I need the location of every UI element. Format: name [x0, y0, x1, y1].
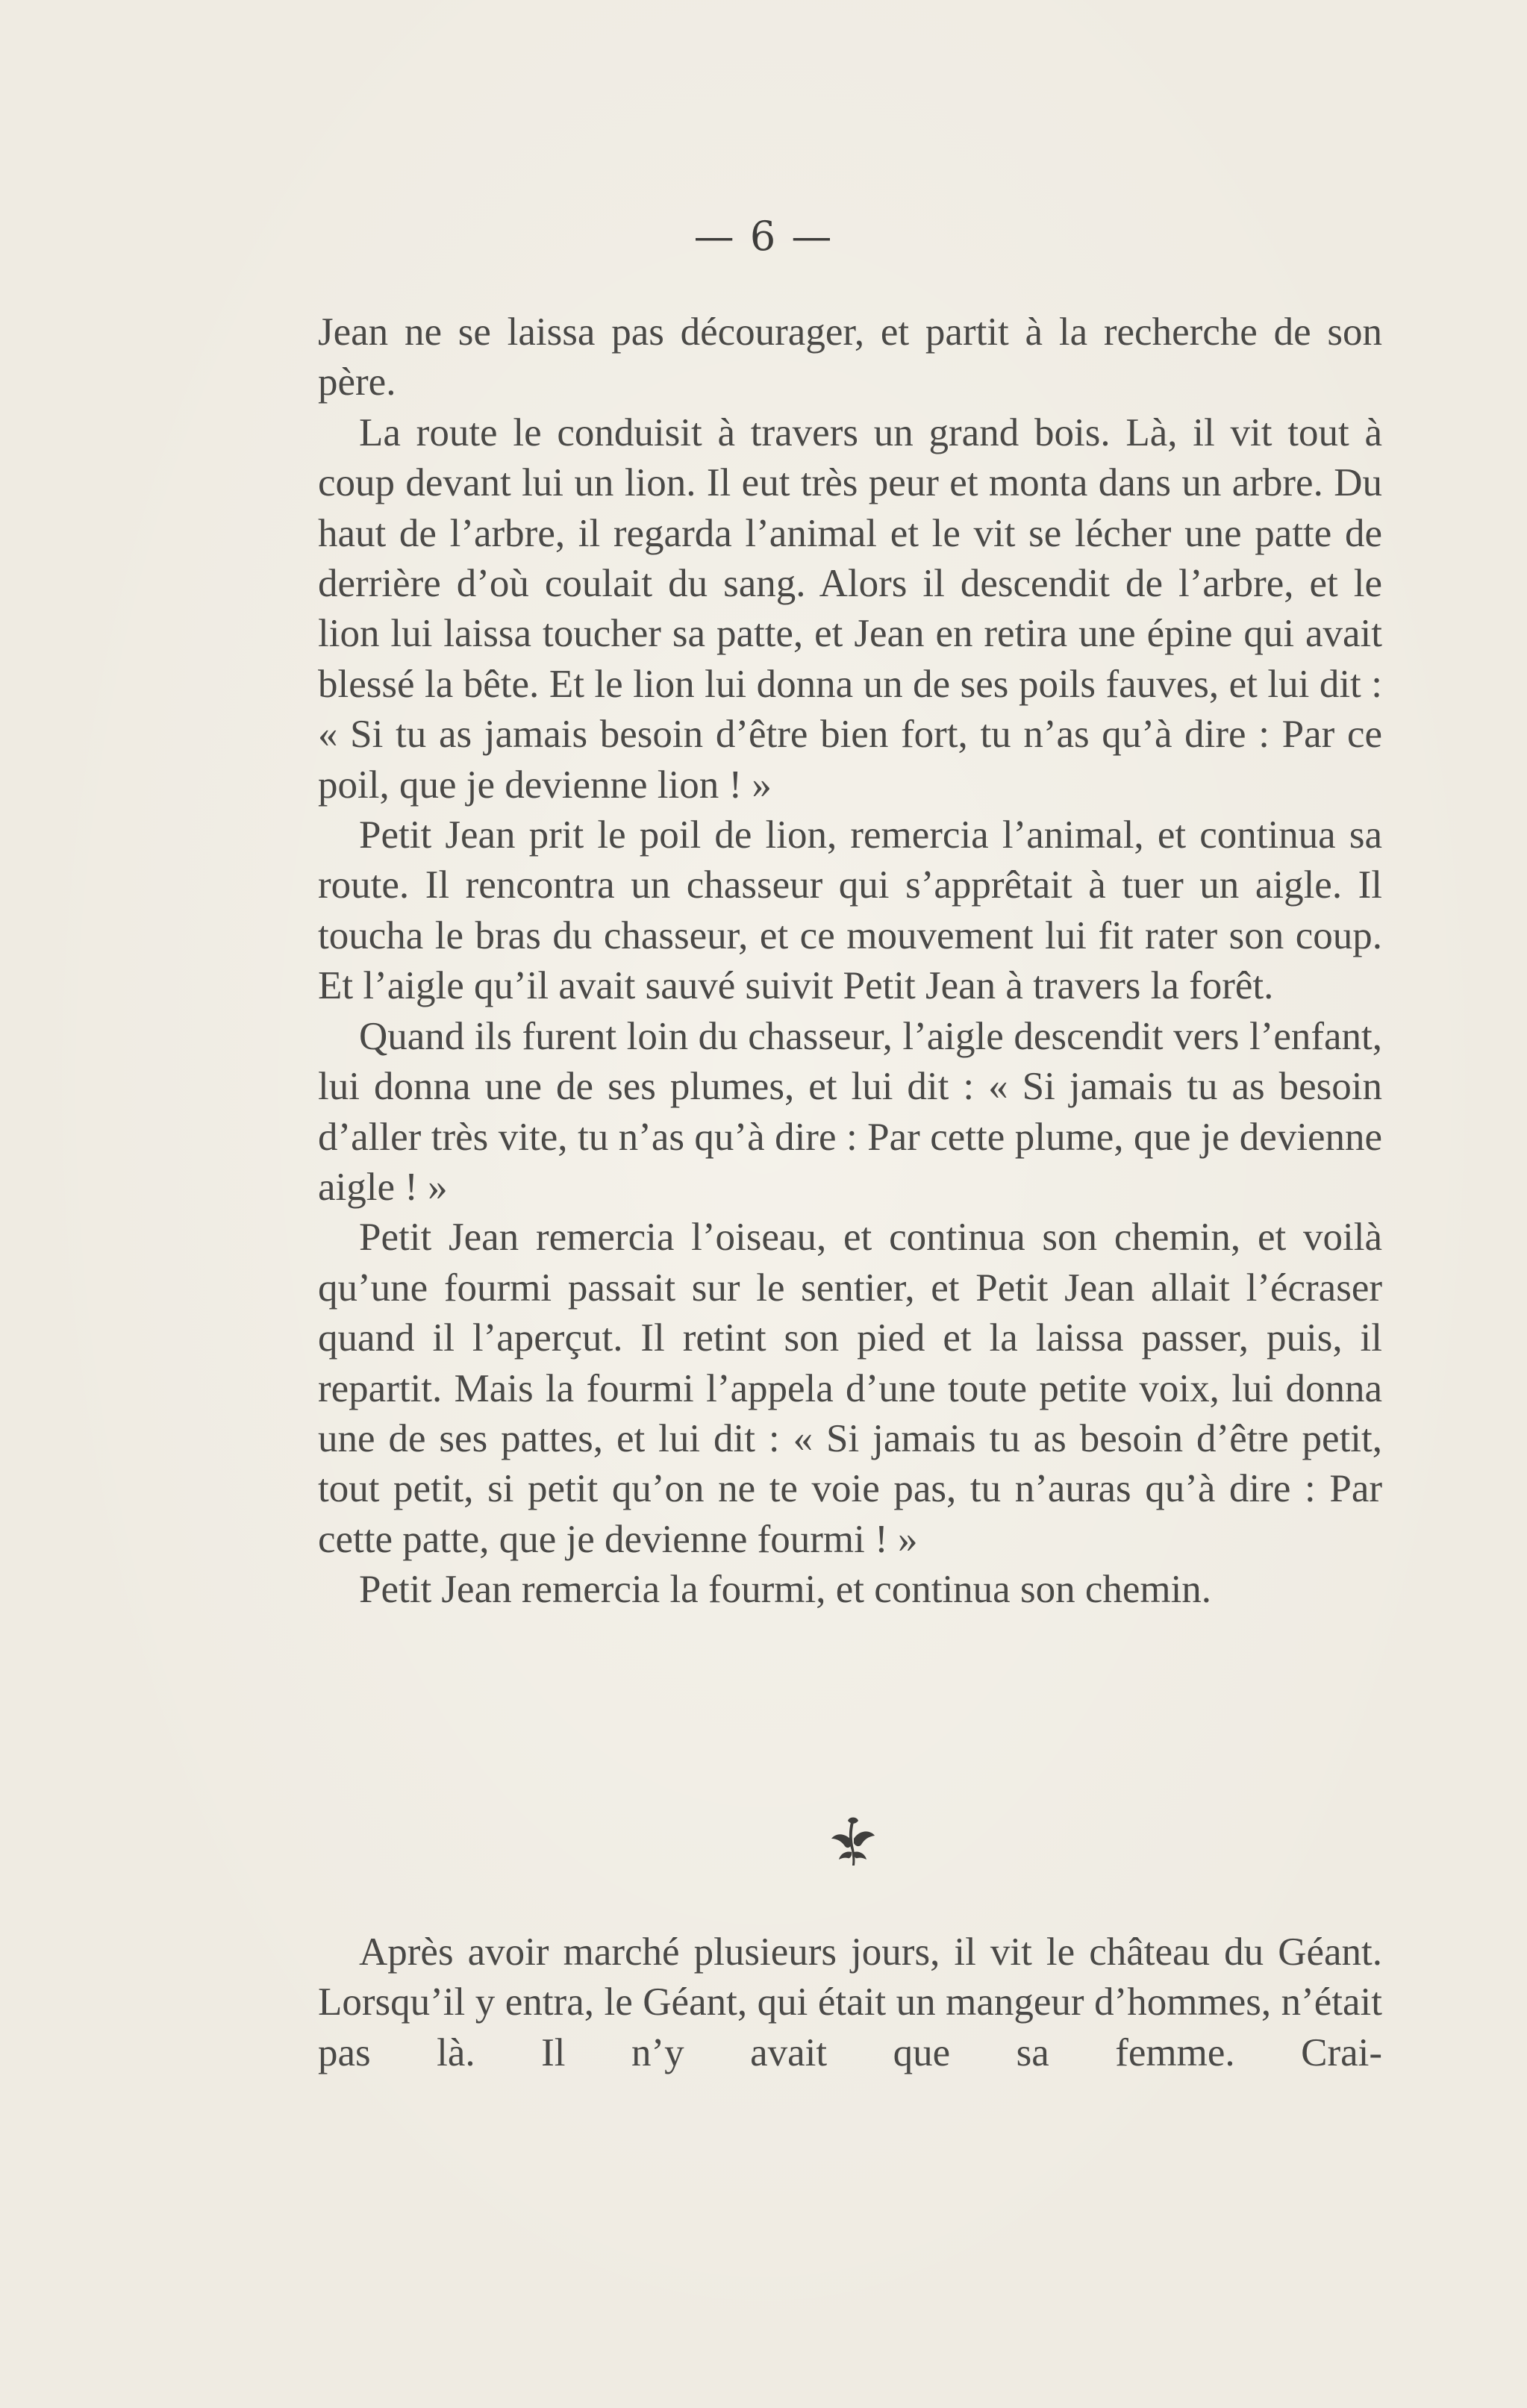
body-text-section-two — [318, 1927, 1382, 2078]
body-text-section-one — [318, 307, 1382, 1616]
fleuron-icon — [828, 1816, 876, 1870]
paragraph-6: Petit Jean remercia la fourmi, et continua son chemin. — [359, 1568, 1212, 1612]
paragraph-1: Jean ne se laissa pas décourager, et partit à la recherche de son père. — [318, 310, 1382, 404]
page-number: — 6 — — [693, 213, 834, 260]
paragraph-3: Petit Jean prit le poil de lion, remercia l’animal, et continua sa route. Il rencontra un chasseur qui s’apprêtait à tuer un aigle. Il toucha le bras du chasseur, et ce mouvement lui fit rater son coup. Et l’aigle qu’il avait sauvé suivit Petit Jean à travers la forêt. — [318, 813, 1382, 1008]
paragraph-5: Petit Jean remercia l’oiseau, et continua son chemin, et voilà qu’une fourmi passait sur le sentier, et Petit Jean allait l’écraser quand il l’aperçut. Il retint son pied et la laissa passer, puis, il repartit. Mais la fourmi l’appela d’une toute petite voix, lui donna une de ses pattes, et lui dit : « Si jamais tu as besoin d’être petit, tout petit, si petit qu’on ne te voie pas, tu n’auras qu’à dire : Par cette patte, que je devienne fourmi ! » — [318, 1216, 1382, 1561]
paragraph-4: Quand ils furent loin du chasseur, l’aigle descendit vers l’enfant, lui donna une de ses plumes, et lui dit : « Si jamais tu as besoin d’aller très vite, tu n’as qu’à dire : Par cette plume, que je devienne aigle ! » — [318, 1014, 1382, 1209]
paragraph-2: La route le conduisit à travers un grand bois. Là, il vit tout à coup devant lui un lion. Il eut très peur et monta dans un arbre. Du haut de l’arbre, il regarda l’animal et le vit se lécher une patte de derrière d’où coulait du sang. Alors il descendit de l’arbre, et le lion lui laissa toucher sa patte, et Jean en retira une épine qui avait blessé la bête. Et le lion lui donna un de ses poils fauves, et lui dit : « Si tu as jamais besoin d’être bien fort, tu n’as qu’à dire : Par ce poil, que je devienne lion ! » — [318, 410, 1382, 807]
paragraph-7: Après avoir marché plusieurs jours, il vit le château du Géant. Lorsqu’il y entra, le Géant, qui était un mangeur d’hommes, n’était pas là. Il n’y avait que sa femme. Crai- — [318, 1930, 1382, 2074]
